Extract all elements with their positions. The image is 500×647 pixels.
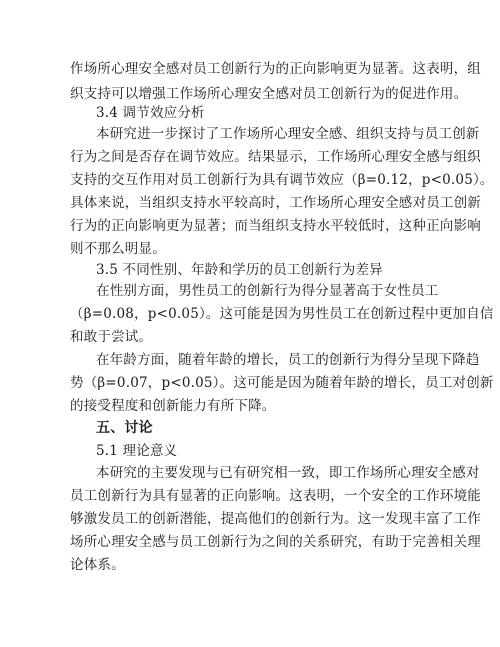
- text-line: 场所心理安全感与员工创新行为之间的关系研究，有助于完善相关理: [70, 534, 481, 550]
- text-line: 员工创新行为具有显著的正向影响。这表明，一个安全的工作环境能: [70, 488, 481, 504]
- section-heading-3-4: 3.4 调节效应分析: [96, 105, 205, 121]
- text-line: 论体系。: [70, 557, 125, 573]
- text-line: 势（β=0.07，p<0.05）。这可能是因为随着年龄的增长，员工对创新: [70, 375, 494, 391]
- text-line: 具体来说，当组织支持水平较高时，工作场所心理安全感对员工创新: [70, 195, 481, 211]
- text-line: 和敢于尝试。: [70, 329, 153, 345]
- text-line: （β=0.08，p<0.05）。这可能是因为男性员工在创新过程中更加自信: [70, 306, 494, 322]
- text-line: 行为之间是否存在调节效应。结果显示，工作场所心理安全感与组织: [70, 149, 481, 165]
- text-line: 的接受程度和创新能力有所下降。: [70, 398, 276, 414]
- text-line: 在性别方面，男性员工的创新行为得分显著高于女性员工: [96, 283, 439, 299]
- text-line: 作场所心理安全感对员工创新行为的正向影响更为显著。这表明，组: [70, 61, 481, 77]
- section-heading-5: 五、讨论: [96, 420, 153, 436]
- text-line: 够激发员工的创新潜能，提高他们的创新行为。这一发现丰富了工作: [70, 511, 481, 527]
- text-line: 在年龄方面，随着年龄的增长，员工的创新行为得分呈现下降趋: [96, 352, 480, 368]
- section-heading-3-5: 3.5 不同性别、年龄和学历的员工创新行为差异: [96, 262, 383, 278]
- text-line: 则不那么明显。: [70, 241, 166, 257]
- section-heading-5-1: 5.1 理论意义: [96, 443, 178, 459]
- text-line: 织支持可以增强工作场所心理安全感对员工创新行为的促进作用。: [70, 86, 468, 102]
- text-line: 本研究进一步探讨了工作场所心理安全感、组织支持与员工创新: [96, 126, 480, 142]
- text-line: 行为的正向影响更为显著；而当组织支持水平较低时，这种正向影响: [70, 218, 481, 234]
- text-line: 本研究的主要发现与已有研究相一致，即工作场所心理安全感对: [96, 465, 480, 481]
- text-line: 支持的交互作用对员工创新行为具有调节效应（β=0.12，p<0.05）。: [70, 172, 494, 188]
